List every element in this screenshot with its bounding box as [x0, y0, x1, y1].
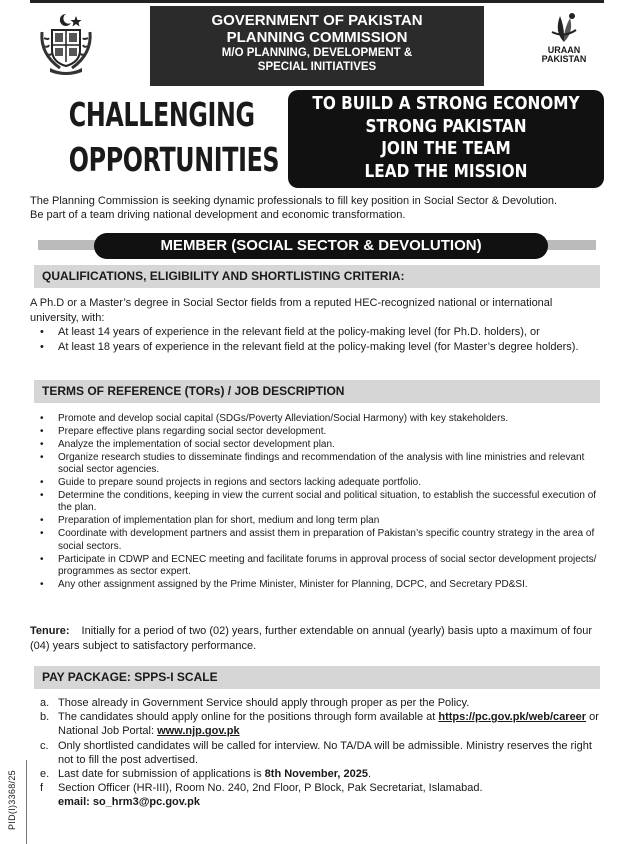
- slogan-box: [288, 90, 604, 188]
- career-link[interactable]: https://pc.gov.pk/web/career: [438, 711, 587, 724]
- qualifications-list: [30, 325, 604, 354]
- pay-section: [30, 696, 604, 810]
- position-title-bar: [30, 231, 604, 261]
- pay-list: [30, 696, 604, 810]
- header: [30, 4, 604, 86]
- list-item: [30, 696, 604, 710]
- intro-line-1: The Planning Commission is seeking dynamic professionals to fill key position in Social Sector & Devolution.: [30, 195, 558, 207]
- item-marker: a.: [40, 697, 50, 709]
- margin-rule: [26, 760, 27, 844]
- tors-list: [30, 413, 604, 592]
- slogan-line-3: JOIN THE TEAM: [381, 138, 511, 159]
- org-line-4: SPECIAL INITIATIVES: [257, 61, 377, 73]
- tenure-label: Tenure:: [30, 625, 70, 637]
- list-item: • Any other assignment assigned by the Prime Minister, Minister for Planning, DCPC, and Secretary PD&SI.: [30, 579, 604, 592]
- pid-code: PID(I)3368/25: [7, 770, 17, 830]
- slogan-line-4: LEAD THE MISSION: [364, 160, 528, 182]
- njp-link[interactable]: www.njp.gov.pk: [157, 725, 240, 738]
- list-item: • Determine the conditions, keeping in view the current social and political situation, to establish the successful execution of the plan.: [30, 490, 604, 515]
- headline-line-2: OPPORTUNITIES: [68, 140, 280, 179]
- item-marker: f: [40, 782, 44, 795]
- list-item: • Organize research studies to disseminate findings and recommendation of the analysis with line ministries and relevant social sector agencies.: [30, 452, 604, 477]
- pakistan-state-emblem-icon: [36, 12, 96, 76]
- tenure-section: [30, 624, 604, 653]
- uraan-text-2: PAKISTAN: [541, 54, 587, 64]
- pay-heading: PAY PACKAGE: SPPS-I SCALE: [34, 666, 600, 689]
- uraan-text-1: URAAN: [547, 45, 581, 55]
- list-item: [30, 710, 604, 738]
- position-title: MEMBER (SOCIAL SECTOR & DEVOLUTION): [94, 233, 548, 259]
- pay-a-text: Those already in Government Service should apply through proper as per the Policy.: [58, 697, 470, 709]
- headline-line-1: CHALLENGING: [68, 95, 255, 134]
- list-item: • At least 14 years of experience in the relevant field at the policy-making level (for Ph.D. holders), or: [30, 325, 604, 340]
- list-item: • Coordinate with development partners and assist them in preparation of Pakistan’s specific country strategy in the area of social sectors.: [30, 528, 604, 553]
- qualifications-heading: QUALIFICATIONS, ELIGIBILITY AND SHORTLISTING CRITERIA:: [34, 265, 600, 288]
- pay-c-text: Only shortlisted candidates will be called for interview. No TA/DA will be admissible. Ministry reserves the right not to fill the post advertised.: [58, 739, 592, 766]
- last-date: 8th November, 2025: [264, 768, 369, 781]
- list-item: • Analyze the implementation of social sector development plan.: [30, 439, 604, 452]
- list-item: • At least 18 years of experience in the relevant field at the policy-making level (for Master’s degree holders).: [30, 340, 604, 355]
- top-rule: [30, 0, 604, 3]
- pay-e-end: .: [368, 768, 372, 781]
- list-item: • Guide to prepare sound projects in regions and sectors lacking adequate portfolio.: [30, 477, 604, 490]
- list-item: • Promote and develop social capital (SDGs/Poverty Alleviation/Social Harmony) with key stakeholders.: [30, 413, 604, 426]
- slogan-line-1: TO BUILD A STRONG ECONOMY: [312, 93, 580, 114]
- intro-text: [30, 194, 604, 222]
- list-item: • Participate in CDWP and ECNEC meeting and facilitate forums in approval process of social sector development projects/ programmes as sector expert.: [30, 554, 604, 579]
- org-line-2: PLANNING COMMISSION: [226, 29, 408, 46]
- organization-title-box: [150, 6, 484, 86]
- item-marker: b.: [40, 711, 50, 724]
- list-item: [30, 781, 604, 809]
- tenure-text: Initially for a period of two (02) years, further extendable on annual (yearly) basis upto a maximum of four (04) years subject to satisfactory performance.: [30, 625, 593, 652]
- list-item: [30, 767, 604, 781]
- list-item: • Prepare effective plans regarding social sector development.: [30, 426, 604, 439]
- pay-b-text: The candidates should apply online for the positions through form available at: [58, 711, 436, 724]
- tors-section: [30, 413, 604, 592]
- headline: [38, 92, 280, 182]
- item-marker: c.: [40, 739, 49, 752]
- uraan-pakistan-logo-icon: [524, 10, 604, 80]
- qualifications-text: A Ph.D or a Master’s degree in Social Sector fields from a reputed HEC-recognized national or international university, with:: [30, 297, 553, 324]
- pay-f-text: Section Officer (HR-III), Room No. 240, 2nd Floor, P Block, Pak Secretariat, Islamabad.: [58, 782, 483, 795]
- tors-heading: TERMS OF REFERENCE (TORs) / JOB DESCRIPTION: [34, 380, 600, 403]
- list-item: [30, 739, 604, 767]
- list-item: • Preparation of implementation plan for short, medium and long term plan: [30, 515, 604, 528]
- qualifications-section: [30, 296, 604, 354]
- contact-email[interactable]: email: so_hrm3@pc.gov.pk: [58, 796, 200, 809]
- advertisement-page: [30, 0, 604, 844]
- intro-line-2: Be part of a team driving national development and economic transformation.: [30, 209, 406, 221]
- pay-b-text-2: or National Job Portal:: [58, 711, 599, 738]
- slogan-line-2: STRONG PAKISTAN: [365, 115, 527, 137]
- pay-e-text: Last date for submission of applications is: [58, 768, 265, 781]
- org-line-3: M/O PLANNING, DEVELOPMENT &: [221, 47, 413, 59]
- org-line-1: GOVERNMENT OF PAKISTAN: [211, 12, 423, 29]
- item-marker: e.: [40, 768, 50, 781]
- banner: [30, 88, 604, 192]
